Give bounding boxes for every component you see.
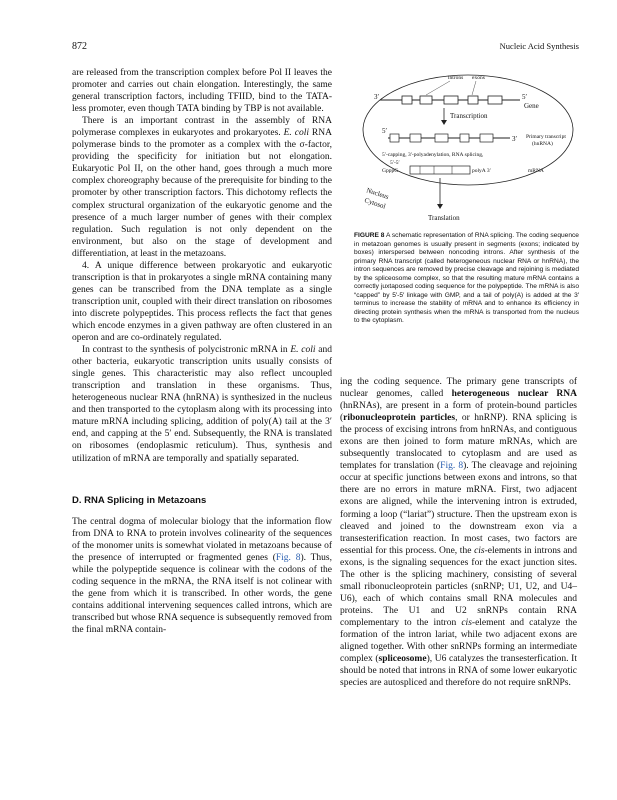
hnrna-label: (hnRNA)	[532, 141, 553, 147]
processing-label: 5′-capping, 3′-polyadenylation, RNA splicing,	[382, 152, 484, 158]
gene-label: Gene	[524, 102, 539, 110]
transcription-label: Transcription	[450, 112, 488, 120]
section-heading: D. RNA Splicing in Metazoans	[72, 494, 207, 506]
introns-label: introns	[448, 75, 464, 81]
linkage-label: 5′-5′	[390, 160, 400, 166]
paragraph: In contrast to the synthesis of polycistronic mRNA in E. coli and other bacteria, eukaryotic transcription units usually consists of single genes. This characteristic may also reflect uncoupled transcription and translation in these organisms. Thus, heterogeneous nuclear RNA (hnRNA) is synthesized in the nucleus and then transported to the cytoplasm along with its processing into mature mRNA including splicing, addition of poly(A) tail at the 3′ end, and capping at the 5′ end. Subsequently, the RNA is translated on ribosomes (endoplasmic reticulum). Thus, synthesis and utilization of mRNA are temporally and spatially separated.	[72, 345, 332, 464]
left-column	[72, 67, 332, 636]
exons-label: exons	[472, 75, 485, 81]
paragraph: There is an important contrast in the assembly of RNA polymerase complexes in eukaryotes and prokaryotes. E. coli RNA polymerase binds to the promoter as a complex with the σ-factor, providing the specificity for initiation but not elongation. Eukaryotic Pol II, on the other hand, goes through a much more complex choreography because of the prerequisite for binding to the promoter by other transcription factors. This dichotomy reflects the complex structural organization of the eukaryotic genome and the presence of a much larger number of genes with their complex regulation. Such regulation is not only dependent on the environment, but also on the stage of development and differentiation, at least in the metazoans.	[72, 116, 332, 259]
paragraph: 4. A unique difference between prokaryotic and eukaryotic transcription is that in prokaryotes a single mRNA containing many genes can be transcribed from the DNA template as a single transcription unit, coupled with their direct translation on ribosomes into discrete polypeptides. This process reflects the fact that genes which encode enzymes in a given pathway are often clustered in an operon and are co-ordinately regulated.	[72, 260, 332, 344]
figure-link[interactable]: Fig. 8	[440, 461, 464, 472]
five-prime-label: 5′	[522, 93, 528, 101]
right-column	[340, 376, 577, 689]
running-title: Nucleic Acid Synthesis	[499, 41, 579, 51]
cytosol-label: Cytosol	[363, 196, 387, 211]
five-prime-label: 5′	[382, 127, 388, 135]
cap-label: GpppG	[382, 168, 399, 174]
polya-label: polyA 3′	[472, 168, 491, 174]
primary-transcript-label: Primary transcript	[526, 134, 566, 140]
nucleus-label: Nucleus	[365, 186, 390, 201]
splicing-figure	[360, 68, 582, 228]
page-number: 872	[72, 41, 87, 52]
three-prime-label: 3′	[512, 135, 518, 143]
translation-label: Translation	[428, 214, 460, 222]
paragraph: ing the coding sequence. The primary gene transcripts of nuclear genomes, called heterogeneous nuclear RNA (hnRNAs), are present in a form of protein-bound particles (ribonucleoprotein particles, or hnRNP). RNA splicing is the process of excising introns from hnRNAs, and contiguous exons are then joined to form mature mRNAs, which are subsequently translocated to cytoplasm and are used as templates for translation (Fig. 8). The cleavage and rejoining occur at specific junctions between exons and introns, so that there are no errors in mature mRNA. First, two adjacent exons are aligned, while the intervening intron is extruded, forming a loop (“lariat”) structure. Then the upstream exon is cleaved and joined to the downstream exon via a transesterification reaction. In most cases, two factors are essential for this process. One, the cis-elements in introns and exons, is the signaling sequences for the exact junction sites. The other is the splicing machinery, consisting of several small ribonucleoprotein particles (snRNP; U1, U2, and U4–U6), each of which contains small RNA molecules and proteins. The U1 and U2 snRNPs contain RNA complementary to the intron cis-element and catalyze the formation of the intron lariat, while two adjacent exons are aligned together. With other snRNPs forming an intermediate complex (spliceosome), U6 catalyzes the transesterfication. It should be noted that introns in RNA of some lower eukaryotic species are autospliced and therefore do not require snRNPs.	[340, 377, 578, 689]
caption-label: FIGURE 8	[354, 232, 385, 239]
mrna-label: mRNA	[528, 168, 544, 174]
figure-caption	[354, 232, 579, 326]
paragraph: The central dogma of molecular biology that the information flow from DNA to RNA to protein involves colinearity of the sequences of the monomer units is somewhat violated in metazoans because of the presence of interrupted or fragmented genes (Fig. 8). Thus, while the polypeptide sequence is colinear with the codons of the coding sequence in the mRNA, the RNA itself is not colinear with the gene from which it is transcribed. In other words, the gene contains additional intervening sequences called introns, which are transcribed but whose RNA sequence is subsequently removed from the final mRNA contain-	[72, 516, 332, 635]
three-prime-label: 3′	[374, 93, 380, 101]
paragraph: are released from the transcription complex before Pol II leaves the promoter and carries out chain elongation. Interestingly, the same general transcription factors, including TFIID, bind to the TATA-less promoter, even though TATA binding by TBP is not available.	[72, 68, 332, 115]
figure-link[interactable]: Fig. 8	[275, 552, 301, 563]
caption-text: A schematic representation of RNA splicing. The coding sequence in metazoan genomes is usually present in segments (exons; indicated by boxes) interspersed between noncoding introns. After synthesis of the primary RNA transcript (called heterogeneous nuclear RNA or hnRNA), the intron sequences are removed by precise cleavage and rejoining is mediated by the spliceosome complex, so that the resulting mature mRNA contains a correctly juxtaposed coding sequence for the polypeptide. The mRNA is also “capped” by 5′-5′ linkage with GMP, and a tail of poly(A) is added at the 3′ terminus to increase the stability of mRNA and to enhance its efficiency in directing protein synthesis when the mRNA is transported from the nucleus to the cytoplasm.	[354, 232, 579, 324]
